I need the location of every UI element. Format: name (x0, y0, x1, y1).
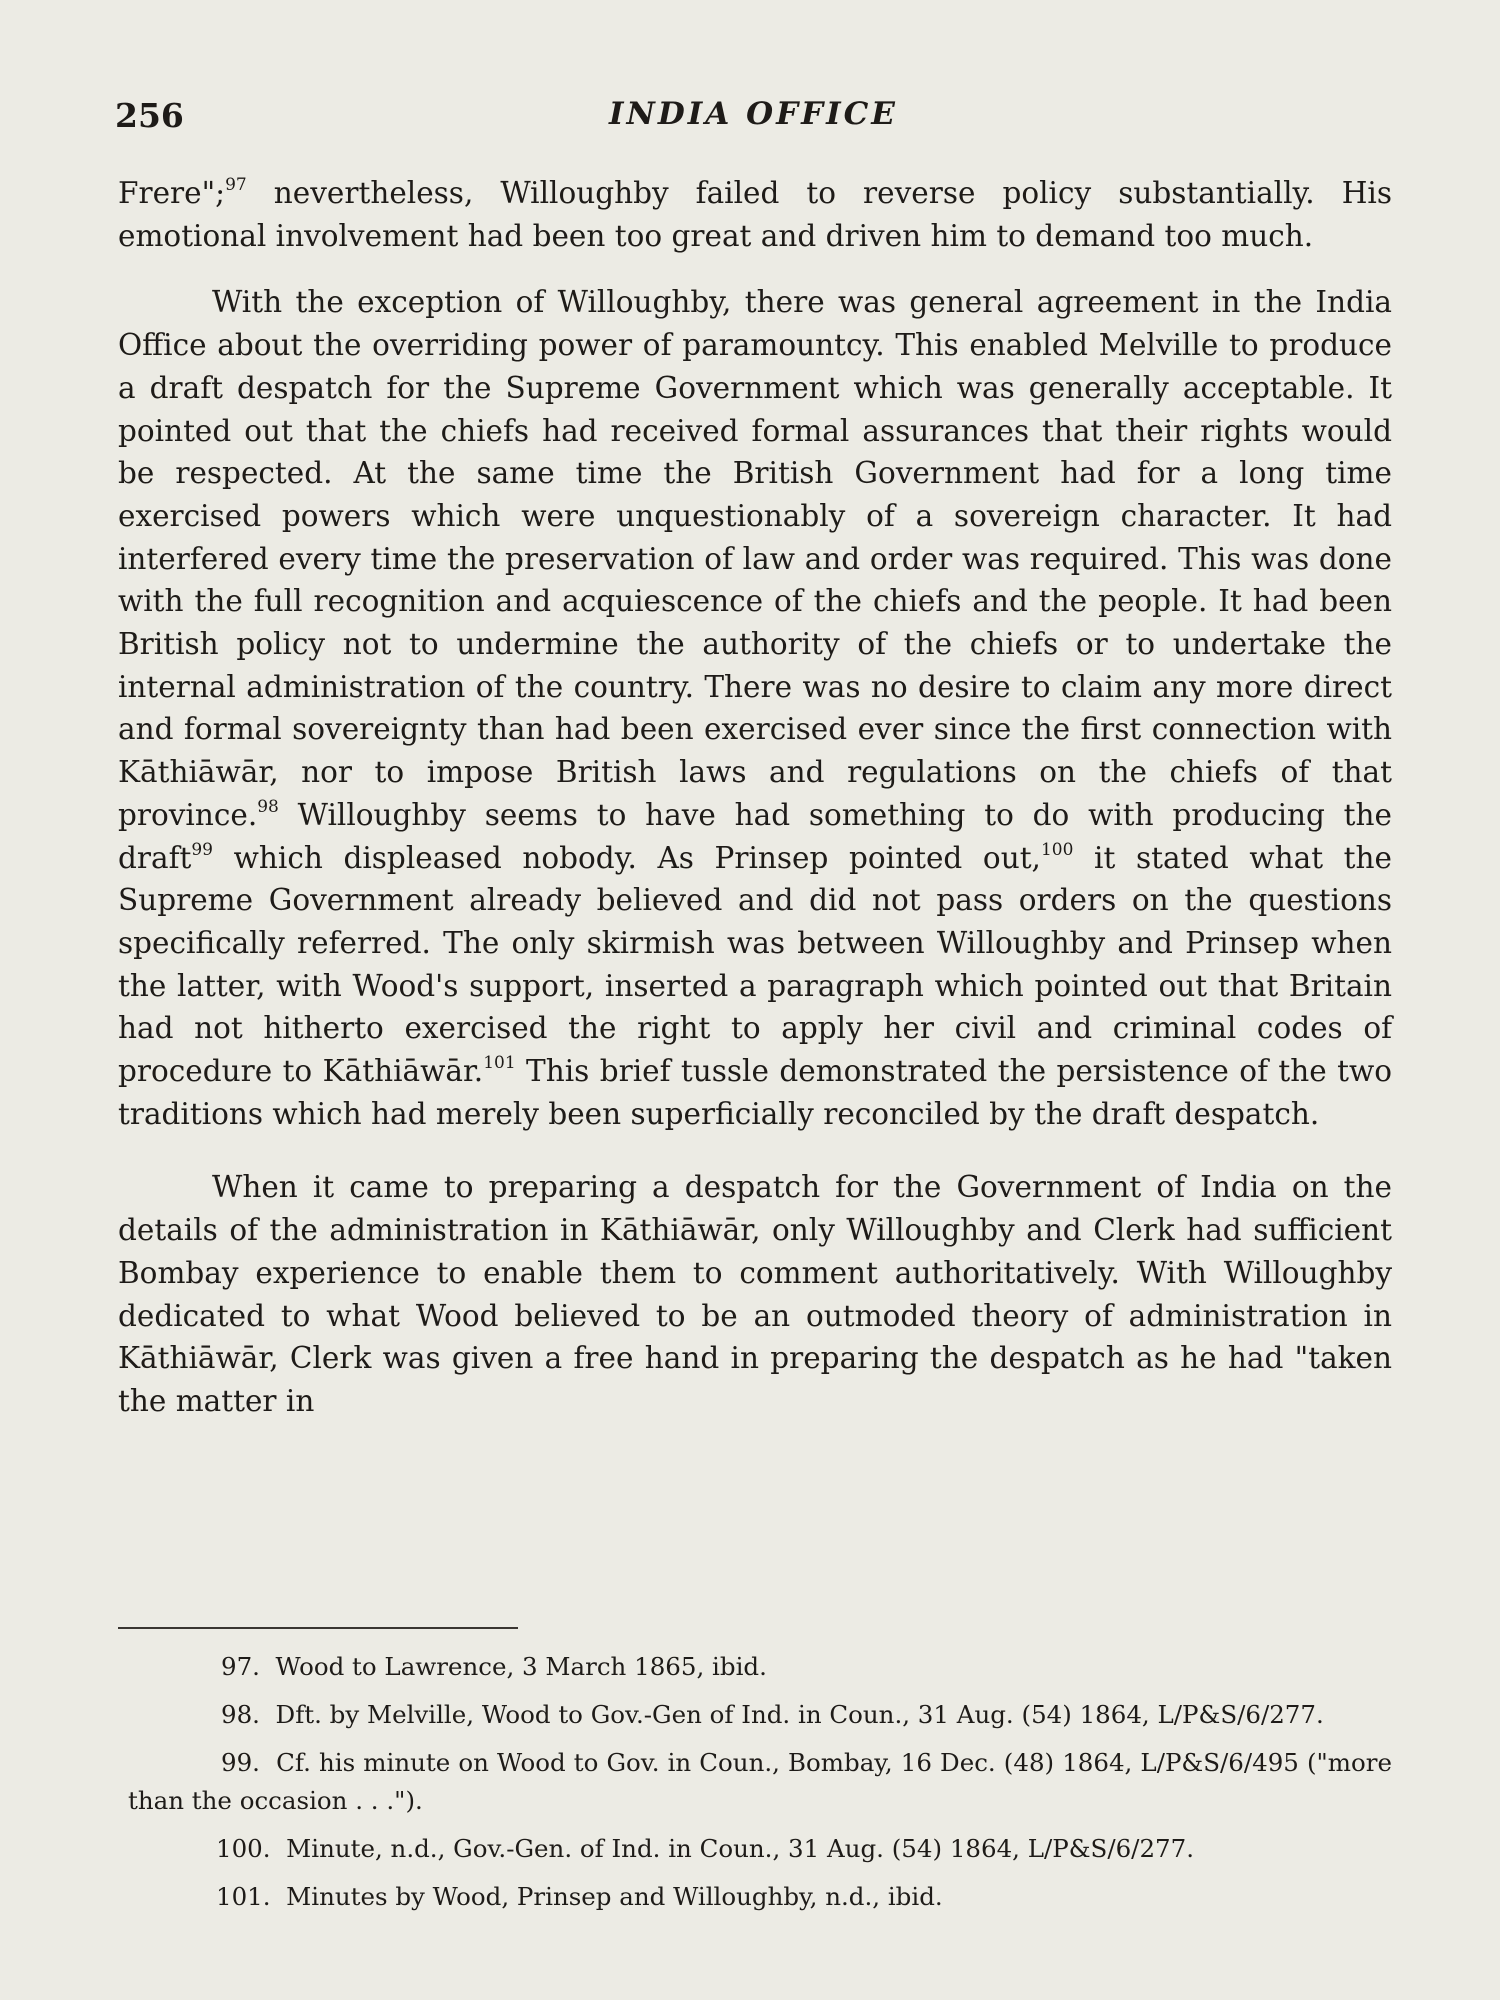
text-segment: This brief tussle demonstrated the persistence of the two traditions which had merely been superficially reconciled by the draft despatch. (118, 1054, 1392, 1131)
footnote-101 (128, 1878, 1392, 1916)
footnote-divider (118, 1627, 518, 1629)
footnote-number: 99. (221, 1748, 260, 1777)
footnote-100 (128, 1830, 1392, 1868)
footnote-text: Dft. by Melville, Wood to Gov.-Gen of Ind. in Coun., 31 Aug. (54) 1864, L/P&S/6/277. (275, 1700, 1324, 1729)
footnote-text: Cf. his minute on Wood to Gov. in Coun., Bombay, 16 Dec. (48) 1864, L/P&S/6/495 ("more than the occasion . . ."). (128, 1748, 1392, 1815)
footnote-text: Minute, n.d., Gov.-Gen. of Ind. in Coun., 31 Aug. (54) 1864, L/P&S/6/277. (286, 1834, 1194, 1863)
footnote-ref-101: 101 (483, 1053, 516, 1074)
running-title: INDIA OFFICE (609, 96, 898, 132)
paragraph-3 (118, 1166, 1392, 1422)
page-header (115, 96, 1392, 146)
paragraph-2 (118, 281, 1392, 1135)
text-segment: Willoughby seems to have had something to do with producing the draft (118, 797, 1392, 875)
footnote-ref-97: 97 (225, 175, 247, 195)
footnote-ref-100: 100 (1040, 839, 1074, 860)
footnote-text: Minutes by Wood, Prinsep and Willoughby, n.d., ibid. (286, 1882, 943, 1911)
footnote-99 (128, 1744, 1392, 1820)
footnote-98 (128, 1696, 1392, 1734)
footnote-number: 98. (221, 1700, 260, 1729)
text-segment: it stated what the Supreme Government already believed and did not pass orders on the questions specifically referred. The only skirmish was between Willoughby and Prinsep when the latter, with Wood's support, inserted a paragraph which pointed out that Britain had not hitherto exercised the right to apply her civil and criminal codes of procedure to Kāthiāwār. (118, 840, 1392, 1089)
footnote-ref-98: 98 (257, 796, 279, 817)
text-segment: When it came to preparing a despatch for the Government of India on the details of the administration in Kāthiāwār, only Willoughby and Clerk had sufficient Bombay experience to enable them to comment authoritatively. With Willoughby dedicated to what Wood believed to be an outmoded theory of administration in Kāthiāwār, Clerk was given a free hand in preparing the despatch as he had "taken the matter in (118, 1170, 1392, 1418)
page-number: 256 (115, 96, 184, 135)
footnote-number: 97. (221, 1652, 260, 1681)
footnote-number: 100. (216, 1834, 271, 1863)
footnote-text: Wood to Lawrence, 3 March 1865, ibid. (275, 1652, 767, 1681)
text-segment: Frere"; (118, 176, 226, 210)
footnote-number: 101. (216, 1882, 271, 1911)
footnotes (128, 1648, 1392, 1926)
text-segment: which displeased nobody. As Prinsep pointed out, (213, 840, 1041, 875)
body-text (118, 172, 1392, 1423)
footnote-ref-99: 99 (191, 839, 213, 860)
text-segment: With the exception of Willoughby, there was general agreement in the India Office about the overriding power of paramountcy. This enabled Melville to produce a draft despatch for the Supreme Government which was generally acceptable. It pointed out that the chiefs had received formal assurances that their rights would be respected. At the same time the British Government had for a long time exercised powers which were unquestionably of a sovereign character. It had interfered every time the preservation of law and order was required. This was done with the full recognition and acquiescence of the chiefs and the people. It had been British policy not to undermine the authority of the chiefs or to undertake the internal administration of the country. There was no desire to claim any more direct and formal sovereignty than had been exercised ever since the first connection with Kāthiāwār, nor to impose British laws and regulations on the chiefs of that province. (118, 285, 1392, 832)
footnote-97 (128, 1648, 1392, 1686)
text-segment: nevertheless, Willoughby failed to reverse policy substantially. His emotional involvement had been too great and driven him to demand too much. (118, 176, 1392, 253)
paragraph-1 (118, 172, 1392, 257)
